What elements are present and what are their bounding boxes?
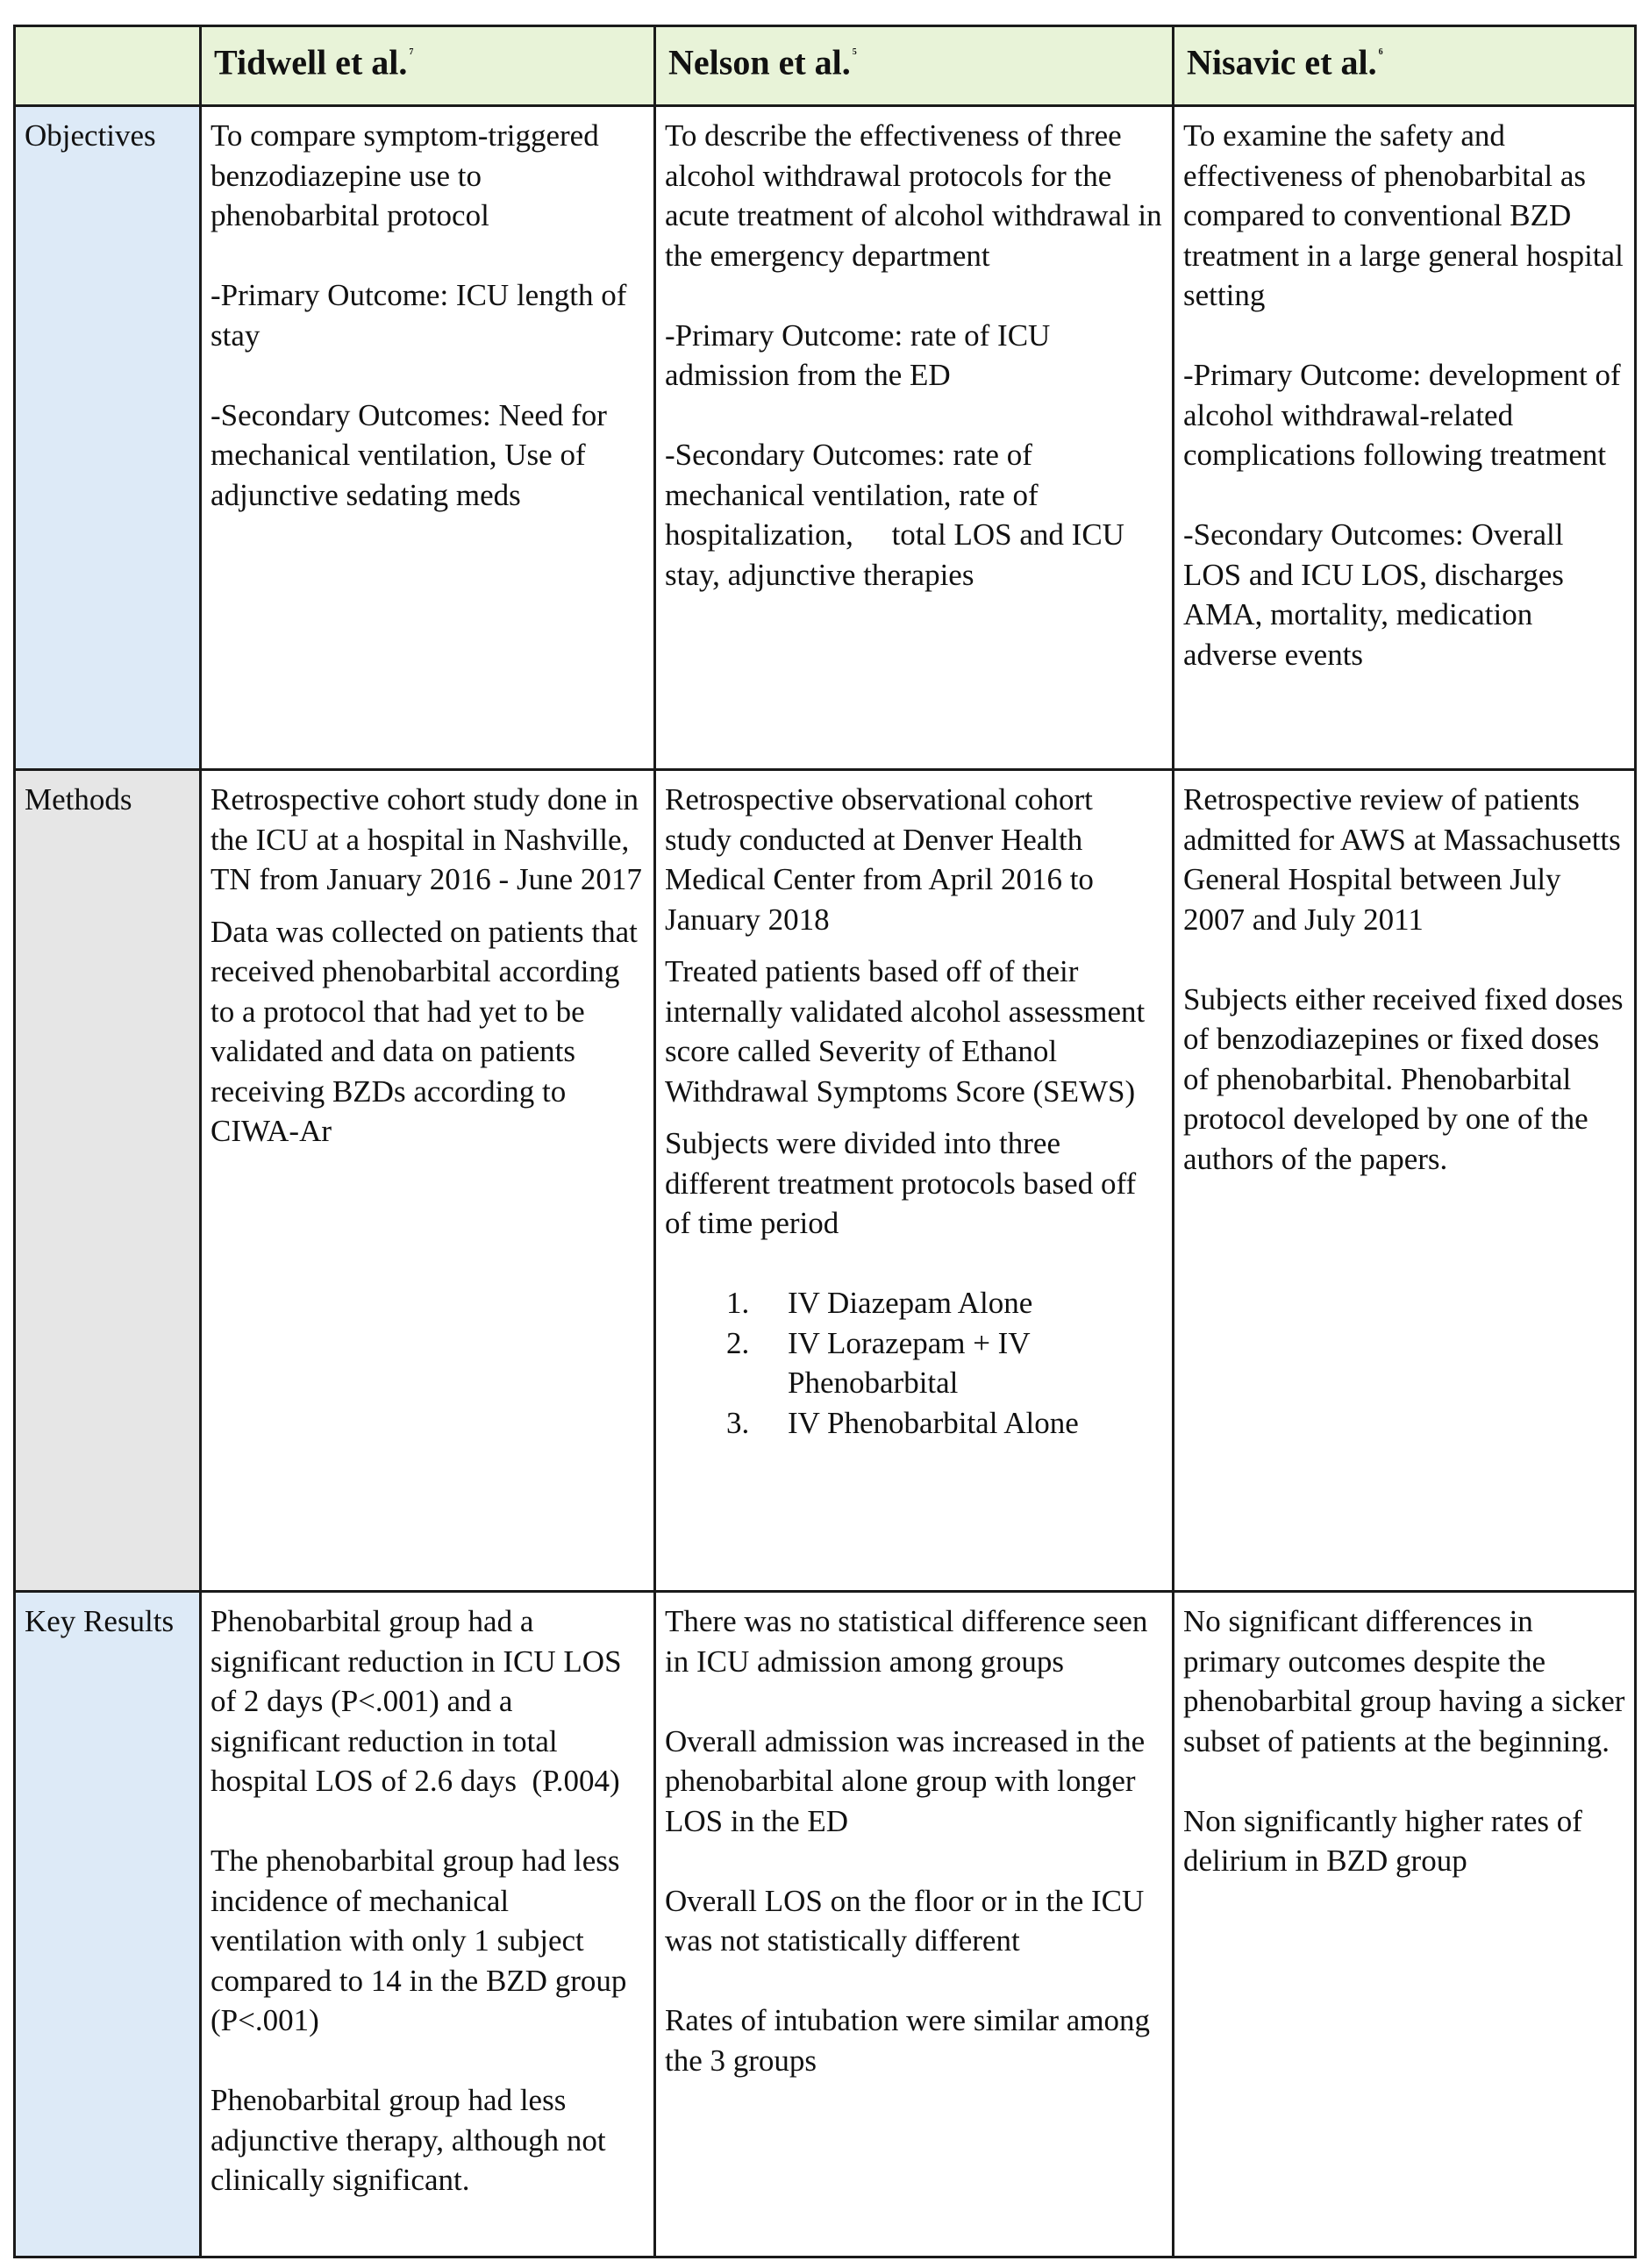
paragraph: Treated patients based off of their internally validated alcohol assessment score called Severity of Ethanol Withdrawal Symptoms Score (SEWS) — [665, 954, 1153, 1109]
methods-row — [15, 770, 1636, 1592]
paragraph: -Secondary Outcomes: rate of mechanical ventilation, rate of hospitalization, total LOS and ICU stay, adjunctive therapies — [665, 438, 1132, 592]
cell-nisavic-objectives — [1174, 106, 1636, 770]
paragraph: -Primary Outcome: ICU length of stay — [211, 278, 635, 353]
cell-nisavic-methods — [1174, 770, 1636, 1592]
paragraph: Retrospective cohort study done in the ICU at a hospital in Nashville, TN from January 2016 - June 2017 — [211, 782, 646, 896]
paragraph: To describe the effectiveness of three alcohol withdrawal protocols for the acute treatment of alcohol withdrawal in the emergency department — [665, 118, 1170, 273]
cell-nelson-objectives — [655, 106, 1174, 770]
paragraph: Subjects were divided into three different treatment protocols based off of time period — [665, 1126, 1144, 1240]
paragraph: To compare symptom-triggered benzodiazepine use to phenobarbital protocol — [211, 118, 607, 232]
reference-number: 7 — [409, 47, 414, 57]
column-header-nisavic: Nisavic et al. $^6$ — [1174, 26, 1636, 106]
paragraph: Overall admission was increased in the phenobarbital alone group with longer LOS in the ED — [665, 1723, 1153, 1838]
paragraph: Rates of intubation were similar among the 3 groups — [665, 2003, 1158, 2078]
column-header-nelson: Nelson et al. $^5$ — [655, 26, 1174, 106]
paragraph: Data was collected on patients that received phenobarbital according to a protocol that had yet to be validated and data on patients receiving BZDs according to CIWA-Ar — [211, 914, 646, 1148]
paragraph: No significant differences in primary outcomes despite the phenobarbital group having a sicker subset of patients at the beginning. — [1183, 1604, 1633, 1758]
row-header-objectives: Objectives — [15, 106, 201, 770]
paragraph: -Primary Outcome: rate of ICU admission from the ED — [665, 317, 1059, 392]
paragraph: Retrospective review of patients admitted for AWS at Massachusetts General Hospital between July 2007 and July 2011 — [1183, 782, 1629, 937]
cell-nisavic-results — [1174, 1592, 1636, 2257]
cell-nelson-results — [655, 1592, 1174, 2257]
paragraph: -Secondary Outcomes: Need for mechanical ventilation, Use of adjunctive sedating meds — [211, 397, 615, 512]
cell-tidwell-results — [201, 1592, 655, 2257]
reference-number: 5 — [852, 47, 857, 57]
corner-cell — [15, 26, 201, 106]
study-comparison-table — [13, 25, 1637, 2258]
cell-nelson-methods — [655, 770, 1174, 1592]
cell-tidwell-objectives — [201, 106, 655, 770]
paragraph: Phenobarbital group had less adjunctive therapy, although not clinically significant. — [211, 2083, 614, 2197]
column-header-tidwell: Tidwell et al. $^7$ — [201, 26, 655, 106]
paragraph: There was no statistical difference seen in ICU admission among groups — [665, 1604, 1156, 1679]
objectives-row — [15, 106, 1636, 770]
list-item: 3. IV Phenobarbital Alone — [726, 1405, 1079, 1440]
paragraph: Phenobarbital group had a significant reduction in ICU LOS of 2 days (P<.001) and a significant reduction in total hospital LOS of 2.6 days (P.004) — [211, 1604, 630, 1798]
list-item: 1. IV Diazepam Alone — [726, 1286, 1033, 1320]
paragraph: -Primary Outcome: development of alcohol withdrawal-related complications following treatment — [1183, 358, 1629, 472]
paragraph: To examine the safety and effectiveness of phenobarbital as compared to conventional BZD treatment in a large general hospital setting — [1183, 118, 1631, 312]
paragraph: Subjects either received fixed doses of benzodiazepines or fixed doses of phenobarbital. Phenobarbital protocol developed by one of the authors of the papers. — [1183, 981, 1631, 1176]
paragraph: Retrospective observational cohort study conducted at Denver Health Medical Center from April 2016 to January 2018 — [665, 782, 1102, 937]
row-header-methods: Methods — [15, 770, 201, 1592]
list-item: 2. IV Lorazepam + IV Phenobarbital — [726, 1325, 1030, 1400]
row-header-key-results: Key Results — [15, 1592, 201, 2257]
key-results-row — [15, 1592, 1636, 2257]
paragraph: Overall LOS on the floor or in the ICU was not statistically different — [665, 1883, 1153, 1958]
protocol-list — [665, 1283, 1163, 1443]
reference-number: 6 — [1378, 47, 1383, 57]
cell-tidwell-methods — [201, 770, 655, 1592]
paragraph: Non significantly higher rates of delirium in BZD group — [1183, 1803, 1590, 1878]
header-row — [15, 26, 1636, 106]
paragraph: The phenobarbital group had less incidence of mechanical ventilation with only 1 subject compared to 14 in the BZD group (P<.001) — [211, 1844, 635, 2037]
paragraph: -Secondary Outcomes: Overall LOS and ICU LOS, discharges AMA, mortality, medication adverse events — [1183, 517, 1572, 672]
